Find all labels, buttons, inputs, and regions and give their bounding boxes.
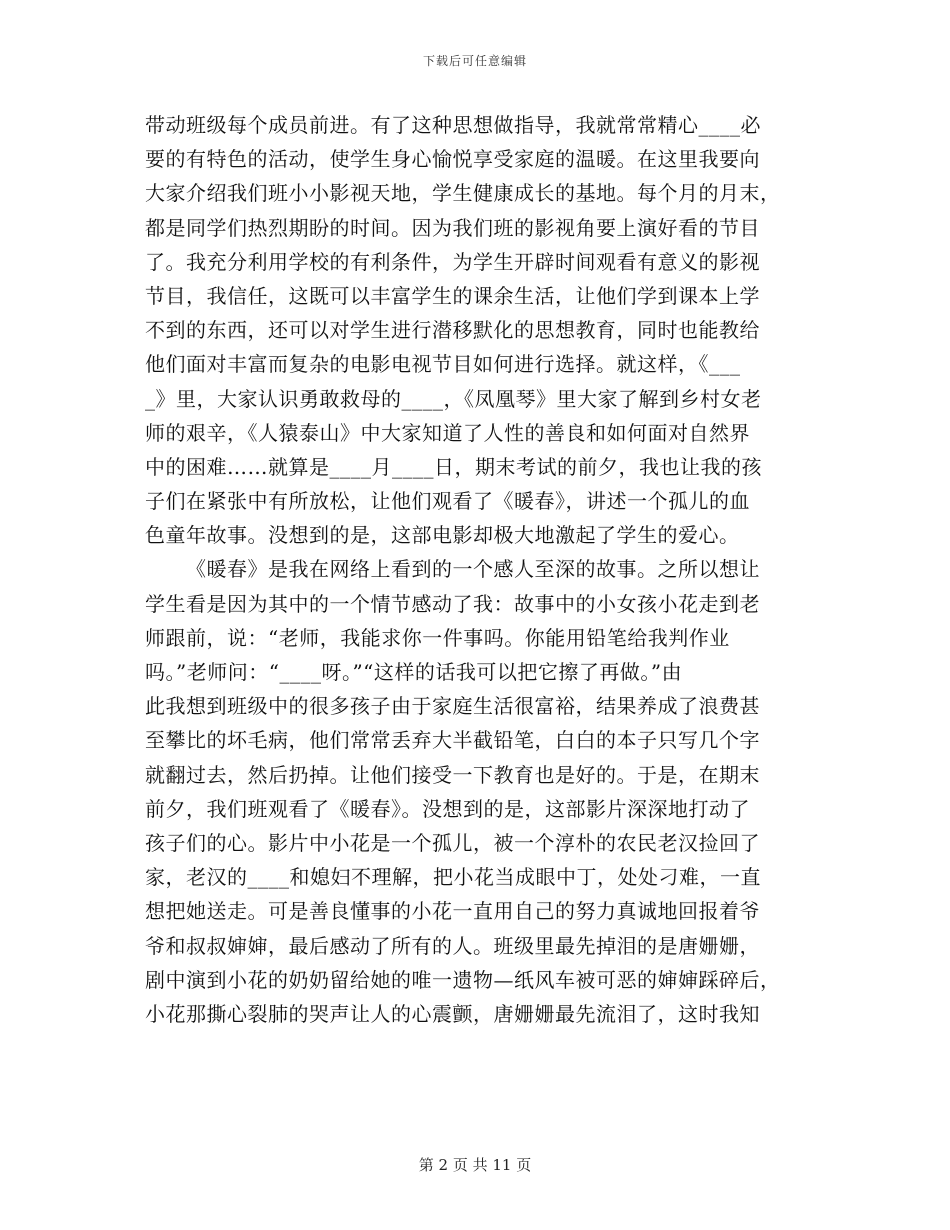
text-line: 子们在紧张中有所放松，让他们观看了《暖春》，讲述一个孤儿的血 xyxy=(145,489,750,514)
text-line: 剧中演到小花的奶奶留给她的唯一遗物—纸风车被可恶的婶婶踩碎后， xyxy=(145,967,781,992)
text-line: 要的有特色的活动，使学生身心愉悦享受家庭的温暖。在这里我要向 xyxy=(145,147,760,172)
paragraph-start-line: 《暖春》是我在网络上看到的一个感人至深的故事。之所以想让 xyxy=(186,557,760,582)
text-line: 至攀比的坏毛病，他们常常丢弃大半截铅笔，白白的本子只写几个字 xyxy=(145,728,760,753)
text-line: 中的困难……就算是____月____日，期末考试的前夕，我也让我的孩 xyxy=(145,454,762,479)
text-line: 色童年故事。没想到的是，这部电影却极大地激起了学生的爱心。 xyxy=(145,523,740,548)
text-line: _》里，大家认识勇敢救母的____，《凤凰琴》里大家了解到乡村女老 xyxy=(145,386,762,411)
page-number-footer: 第 2 页 共 11 页 xyxy=(418,1156,532,1174)
text-line: 节目，我信任，这既可以丰富学生的课余生活，让他们学到课本上学 xyxy=(145,283,760,308)
text-line: 吗。”老师问：“____呀。”“这样的话我可以把它擦了再做。”由 xyxy=(145,660,683,684)
text-line: 大家介绍我们班小小影视天地，学生健康成长的基地。每个月的月末， xyxy=(145,181,781,206)
text-line: 孩子们的心。影片中小花是一个孤儿，被一个淳朴的农民老汉捡回了 xyxy=(145,830,760,855)
text-line: 此我想到班级中的很多孩子由于家庭生活很富裕，结果养成了浪费甚 xyxy=(145,694,760,719)
text-line: 家，老汉的____和媳妇不理解，把小花当成眼中丁，处处刁难，一直 xyxy=(145,865,761,890)
text-line: 爷和叔叔婶婶，最后感动了所有的人。班级里最先掉泪的是唐姗姗， xyxy=(145,933,760,958)
text-line: 小花那撕心裂肺的哭声让人的心震颤，唐姗姗最先流泪了，这时我知 xyxy=(145,1001,760,1026)
body-text xyxy=(145,108,800,1031)
text-line: 学生看是因为其中的一个情节感动了我：故事中的小女孩小花走到老 xyxy=(145,591,760,616)
text-line: 都是同学们热烈期盼的时间。因为我们班的影视角要上演好看的节目 xyxy=(145,215,760,240)
text-line: 师跟前，说：“老师，我能求你一件事吗。你能用铅笔给我判作业 xyxy=(145,625,730,650)
text-line: 不到的东西，还可以对学生进行潜移默化的思想教育，同时也能教给 xyxy=(145,318,760,343)
page-header: 下载后可任意编辑 xyxy=(422,54,527,68)
text-line: 想把她送走。可是善良懂事的小花一直用自己的努力真诚地回报着爷 xyxy=(145,899,760,924)
text-line: 前夕，我们班观看了《暖春》。没想到的是，这部影片深深地打动了 xyxy=(145,796,750,821)
text-line: 师的艰辛，《人猿泰山》中大家知道了人性的善良和如何面对自然界 xyxy=(145,420,750,445)
text-line: 就翻过去，然后扔掉。让他们接受一下教育也是好的。于是，在期末 xyxy=(145,762,760,787)
text-line: 他们面对丰富而复杂的电影电视节目如何进行选择。就这样，《___ xyxy=(145,352,741,377)
text-line: 了。我充分利用学校的有利条件，为学生开辟时间观看有意义的影视 xyxy=(145,249,760,274)
text-line: 带动班级每个成员前进。有了这种思想做指导，我就常常精心____必 xyxy=(145,113,761,137)
